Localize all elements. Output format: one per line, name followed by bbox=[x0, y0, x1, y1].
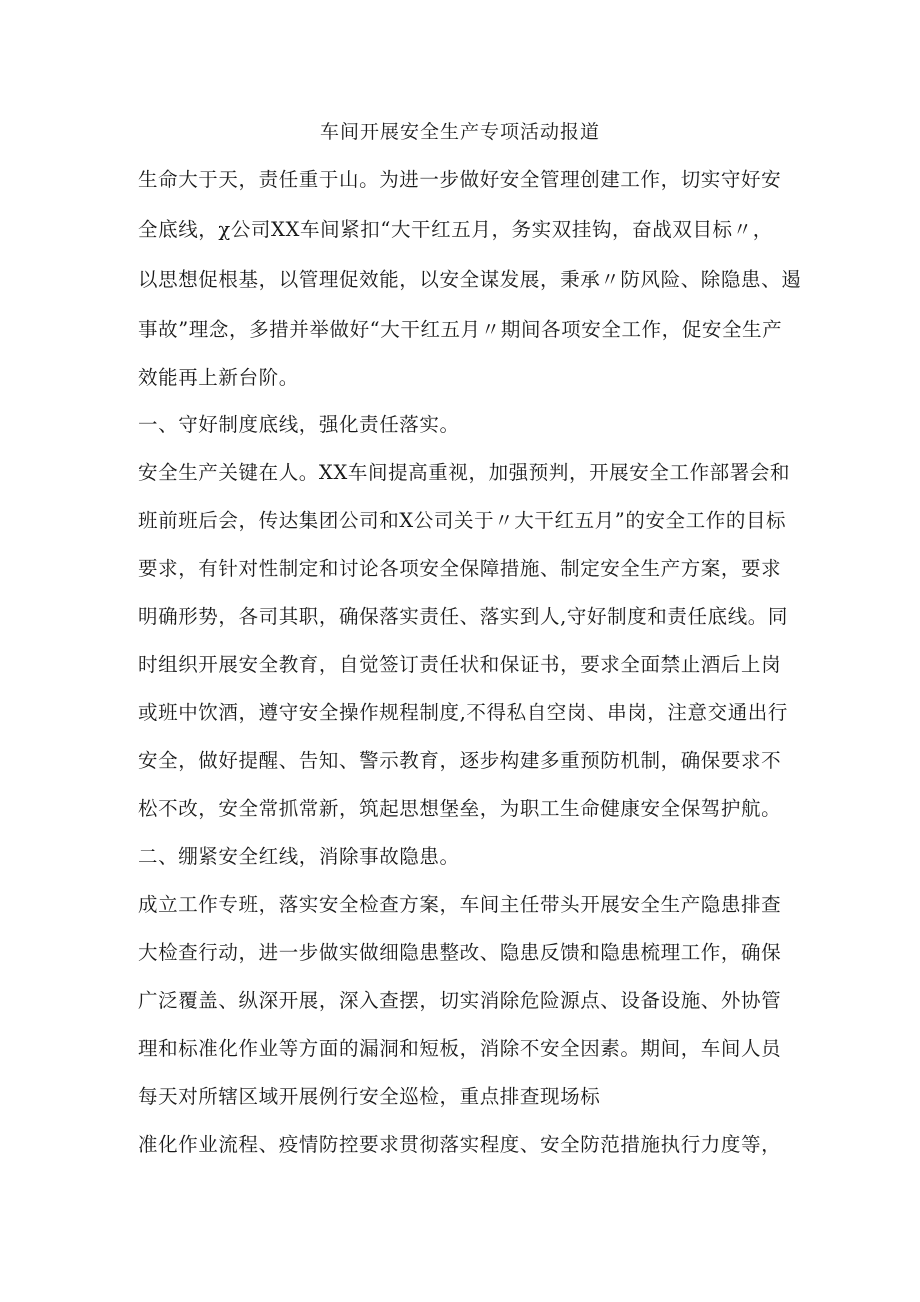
section-heading: 二、绷紧安全红线，消除事故隐患。 bbox=[138, 845, 460, 868]
body-line: 安全生产关键在人。XX车间提高重视，加强预判，开展安全工作部署会和 bbox=[138, 461, 791, 484]
body-line: 班前班后会，传达集团公司和X公司关于〃大干红五月”的安全工作的目标 bbox=[138, 509, 787, 532]
body-line: 成立工作专班，落实安全检查方案，车间主任带头开展安全生产隐患排查 bbox=[138, 893, 782, 916]
body-line: 以思想促根基，以管理促效能，以安全谋发展，秉承〃防风险、除隐患、遏 bbox=[138, 268, 802, 291]
body-line: 广泛覆盖、纵深开展，深入查摆，切实消除危险源点、设备设施、外协管 bbox=[138, 989, 782, 1012]
body-line: 准化作业流程、疫情防控要求贯彻落实程度、安全防范措施执行力度等， bbox=[138, 1133, 782, 1156]
body-line: 理和标准化作业等方面的漏洞和短板，消除不安全因素。期间，车间人员 bbox=[138, 1037, 782, 1060]
body-line: 或班中饮酒，遵守安全操作规程制度,不得私自空岗、串岗，注意交通出行 bbox=[138, 701, 788, 724]
body-line: 全底线，χ公司XX车间紧扣“大干红五月，务实双挂钩，奋战双目标〃， bbox=[138, 218, 773, 241]
body-line: 时组织开展安全教育，自觉签订责任状和保证书，要求全面禁止酒后上岗 bbox=[138, 653, 782, 676]
section-heading: 一、守好制度底线，强化责任落实。 bbox=[138, 413, 460, 436]
body-line: 生命大于天，责任重于山。为进一步做好安全管理创建工作，切实守好安 bbox=[138, 168, 782, 191]
body-line: 明确形势，各司其职，确保落实责任、落实到人,守好制度和责任底线。同 bbox=[138, 605, 788, 628]
body-line: 大检查行动，进一步做实做细隐患整改、隐患反馈和隐患梳理工作，确保 bbox=[138, 941, 782, 964]
body-line: 每天对所辖区域开展例行安全巡检，重点排查现场标 bbox=[138, 1085, 601, 1108]
body-line: 松不改，安全常抓常新，筑起思想堡垒，为职工生命健康安全保驾护航。 bbox=[138, 797, 782, 820]
document-title: 车间开展安全生产专项活动报道 bbox=[319, 121, 600, 143]
body-line: 效能再上新台阶。 bbox=[138, 366, 299, 389]
body-line: 安全，做好提醒、告知、警示教育，逐步构建多重预防机制，确保要求不 bbox=[138, 749, 782, 772]
body-line: 事故”理念，多措并举做好“大干红五月〃期间各项安全工作，促安全生产 bbox=[138, 318, 783, 341]
body-line: 要求，有针对性制定和讨论各项安全保障措施、制定安全生产方案，要求 bbox=[138, 557, 782, 580]
